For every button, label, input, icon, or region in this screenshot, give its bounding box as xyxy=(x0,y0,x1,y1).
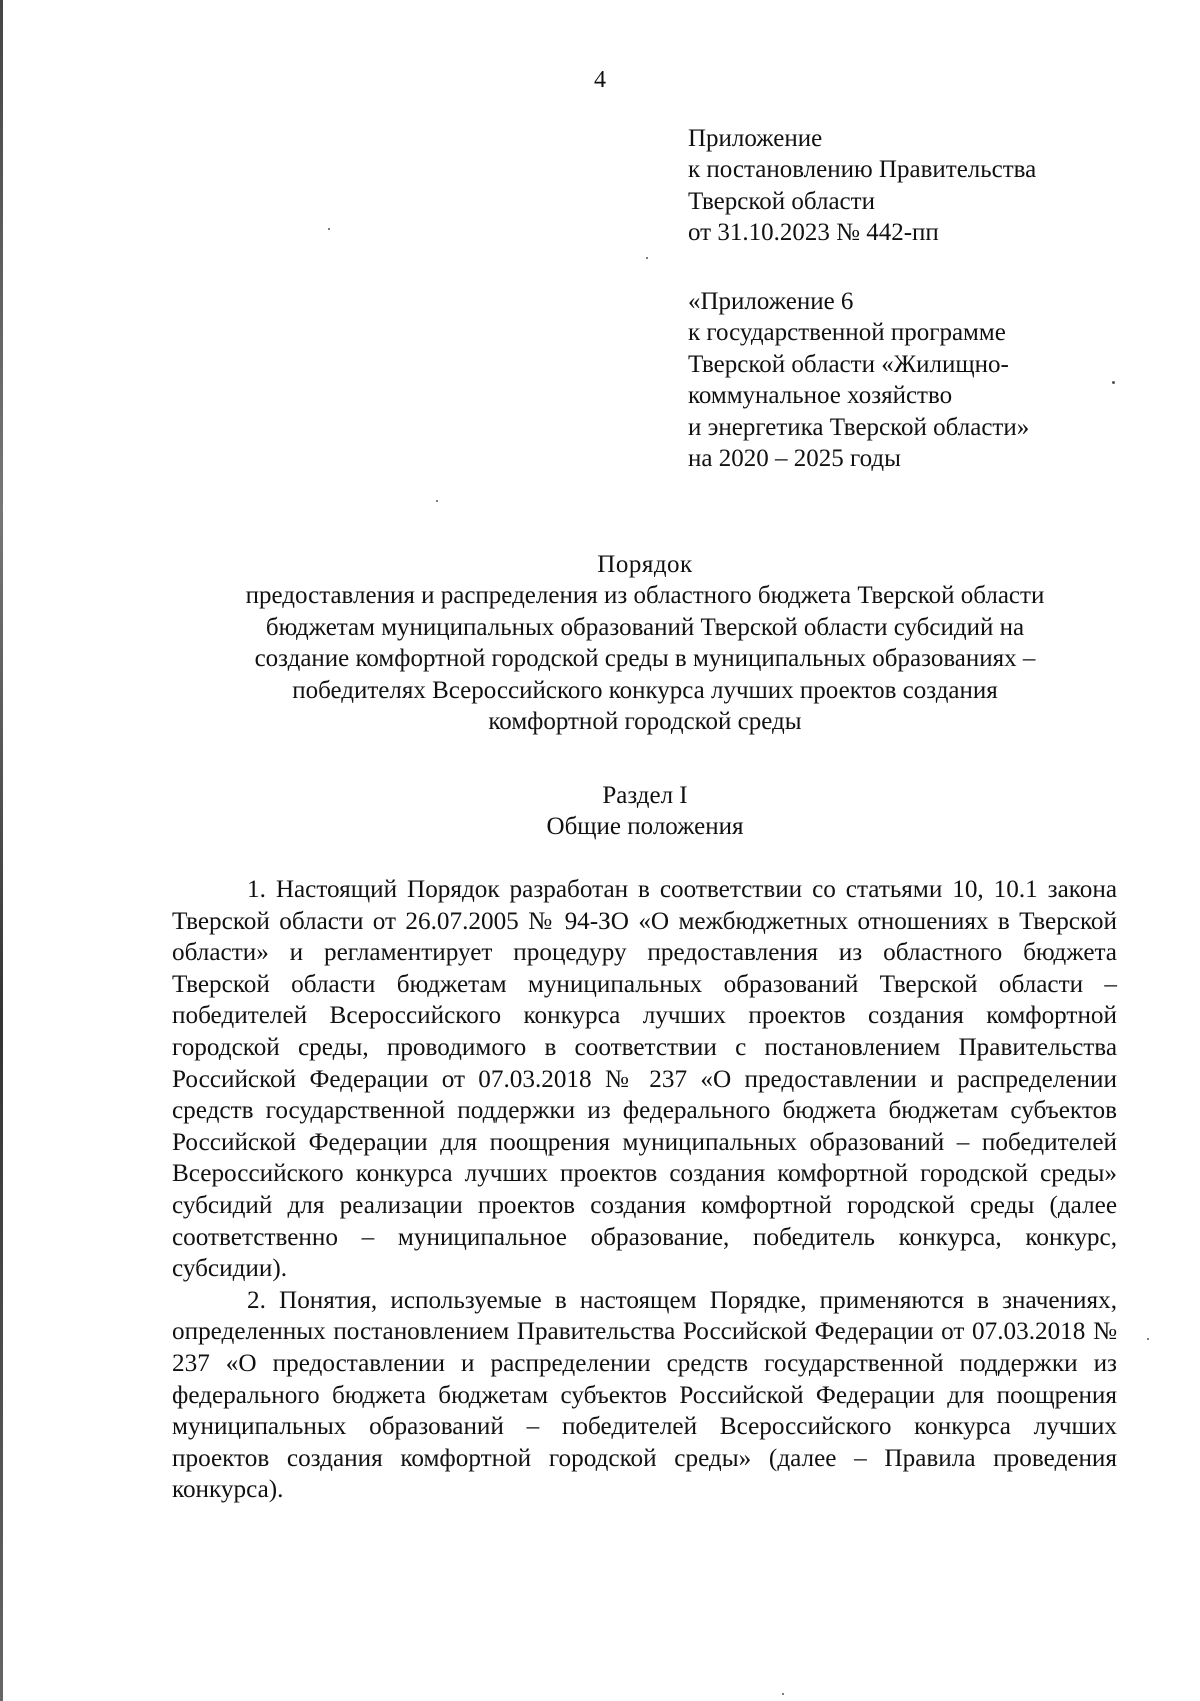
annex-line: на 2020 – 2025 годы xyxy=(688,445,901,473)
page-number: 4 xyxy=(594,67,606,93)
approval-line: к постановлению Правительства xyxy=(688,156,1037,184)
title-line: предоставления и распределения из областного бюджета Тверской области xyxy=(245,582,1045,610)
title-line: создание комфортной городской среды в муниципальных образованиях – xyxy=(254,645,1036,673)
title-line: комфортной городской среды xyxy=(488,708,802,736)
approval-line: Тверской области xyxy=(688,187,875,215)
section-name: Общие положения xyxy=(546,813,744,841)
scan-speck xyxy=(436,500,438,502)
annex-line: к государственной программе xyxy=(688,319,1006,347)
approval-line: от 31.10.2023 № 442-пп xyxy=(688,219,939,247)
annex-block xyxy=(688,286,1128,474)
scan-speck xyxy=(1112,381,1115,384)
scan-speck xyxy=(782,1693,784,1695)
section-heading xyxy=(150,780,1140,843)
annex-line: и энергетика Тверской области» xyxy=(688,413,1030,441)
annex-line: коммунальное хозяйство xyxy=(688,382,953,410)
annex-line: «Приложение 6 xyxy=(688,288,854,315)
document-title xyxy=(150,549,1140,737)
section-number: Раздел I xyxy=(602,782,688,809)
title-heading: Порядок xyxy=(597,551,693,578)
body-text xyxy=(172,874,1117,1506)
title-line: бюджетам муниципальных образований Тверской области субсидий на xyxy=(265,613,1025,641)
paragraph-2: 2. Понятия, используемые в настоящем Порядке, применяются в значениях, определенных постановлением Правительства Российской Федерации от 07.03.2018 № 237 «О предоставлении и распределении средств государственной поддержки из федерального бюджета бюджетам субъектов Российской Федерации для поощрения муниципальных образований – победителей Всероссийского конкурса лучших проектов создания комфортной городской среды» (далее – Правила проведения конкурса). xyxy=(172,1286,1117,1504)
approval-line: Приложение xyxy=(688,125,823,152)
title-line: победителях Всероссийского конкурса лучших проектов создания xyxy=(292,676,998,704)
approval-block xyxy=(688,123,1128,249)
scan-speck xyxy=(328,228,330,230)
paragraph-1: 1. Настоящий Порядок разработан в соответствии со статьями 10, 10.1 закона Тверской области от 26.07.2005 № 94-ЗО «О межбюджетных отношениях в Тверской области» и регламентирует процедуру предоставления из областного бюджета Тверской области бюджетам муниципальных образований Тверской области – победителей Всероссийского конкурса лучших проектов создания комфортной городской среды, проводимого в соответствии с постановлением Правительства Российской Федерации от 07.03.2018 № 237 «О предоставлении и распределении средств государственной поддержки из федерального бюджета бюджетам субъектов Российской Федерации для поощрения муниципальных образований – победителей Всероссийского конкурса лучших проектов создания комфортной городской среды» субсидий для реализации проектов создания комфортной городской среды (далее соответственно – муниципальное образование, победитель конкурса, конкурс, субсидии). xyxy=(172,876,1117,1283)
scan-speck xyxy=(1147,1338,1149,1340)
annex-line: Тверской области «Жилищно- xyxy=(688,350,1009,378)
scan-speck xyxy=(646,257,648,259)
scan-edge xyxy=(0,0,3,1701)
